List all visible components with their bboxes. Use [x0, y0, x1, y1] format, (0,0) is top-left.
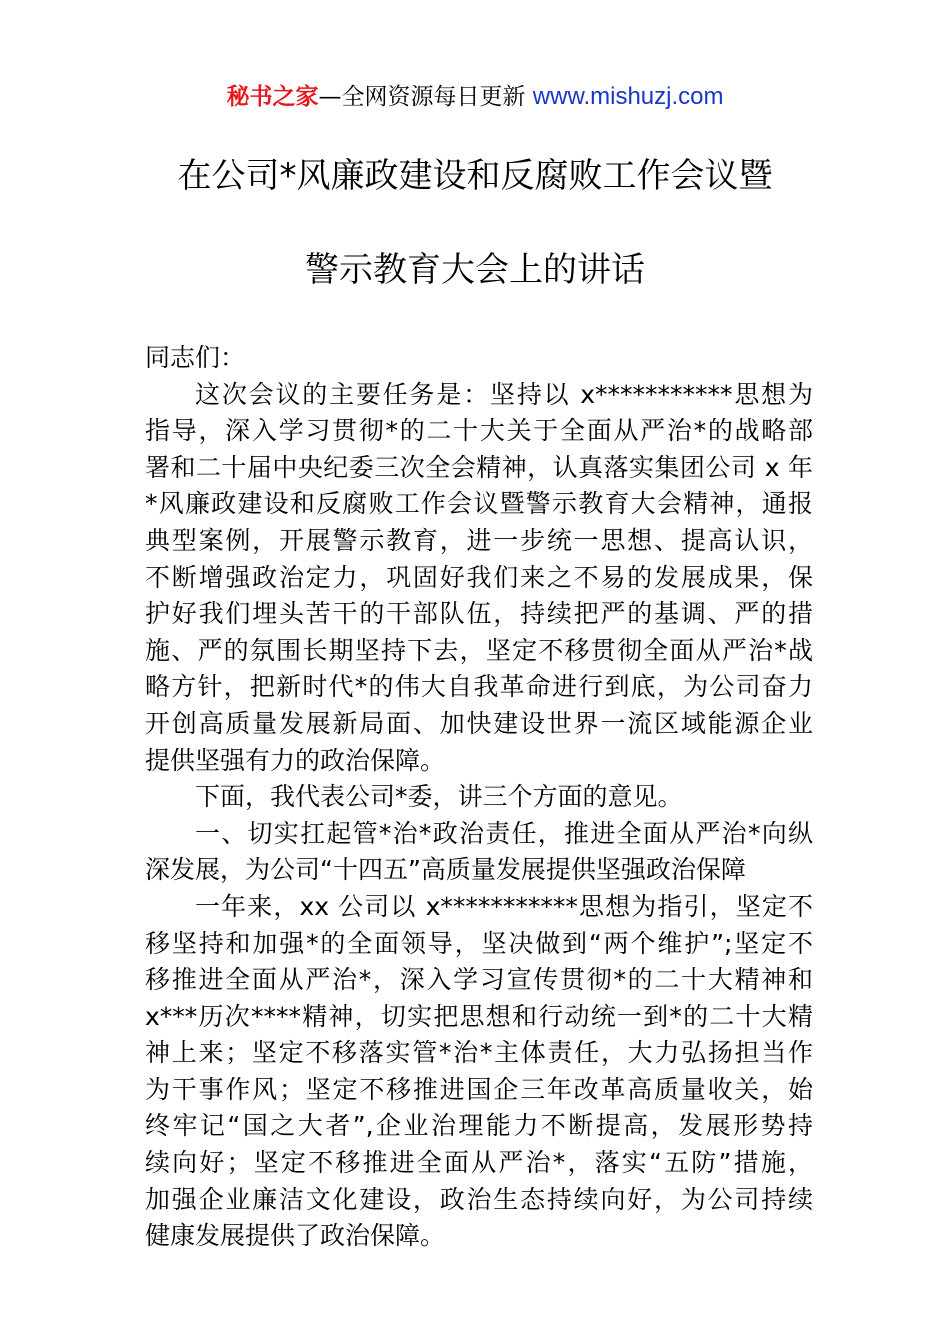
body-line: 神上来；坚定不移落实管*治*主体责任，大力弘扬担当作 — [145, 1038, 813, 1068]
body-line: 移推进全面从严治*，深入学习宣传贯彻*的二十大精神和 — [145, 965, 813, 995]
body-line: 署和二十届中央纪委三次全会精神，认真落实集团公司 x 年 — [145, 452, 813, 482]
section-heading-line: 深发展，为公司“十四五”高质量发展提供坚强政治保障 — [145, 855, 746, 885]
section-heading-line: 一、切实扛起管*治*政治责任，推进全面从严治*向纵 — [195, 818, 813, 848]
body-line: 加强企业廉洁文化建设，政治生态持续向好，为公司持续 — [145, 1184, 813, 1214]
body-line: 开创高质量发展新局面、加快建设世界一流区域能源企业 — [145, 708, 813, 738]
body-line: 下面，我代表公司*委，讲三个方面的意见。 — [195, 782, 683, 812]
body-line: 这次会议的主要任务是：坚持以 x***********思想为 — [195, 379, 813, 409]
salutation: 同志们： — [145, 343, 246, 372]
body-line: 健康发展提供了政治保障。 — [145, 1221, 446, 1251]
body-line: 护好我们埋头苦干的干部队伍，持续把严的基调、严的措 — [145, 599, 813, 629]
body-line: 指导，深入学习贯彻*的二十大关于全面从严治*的战略部 — [145, 416, 813, 446]
body-line: 提供坚强有力的政治保障。 — [145, 745, 446, 775]
site-banner — [0, 82, 950, 112]
body-line: 略方针，把新时代*的伟大自我革命进行到底，为公司奋力 — [145, 672, 813, 702]
body-line: x***历次****精神，切实把思想和行动统一到*的二十大精 — [145, 1001, 813, 1031]
body-line: *风廉政建设和反腐败工作会议暨警示教育大会精神，通报 — [145, 489, 813, 519]
body-line: 续向好；坚定不移推进全面从严治*，落实“五防”措施， — [145, 1148, 813, 1178]
body-line: 移坚持和加强*的全面领导，坚决做到“两个维护”;坚定不 — [145, 928, 813, 958]
brand-name: 秘书之家 — [226, 84, 319, 110]
body-line: 不断增强政治定力，巩固好我们来之不易的发展成果，保 — [145, 562, 813, 592]
document-title-line-1: 在公司*风廉政建设和反腐败工作会议暨 — [177, 156, 773, 196]
body-line: 施、严的氛围长期坚持下去，坚定不移贯彻全面从严治*战 — [145, 635, 813, 665]
document-title-line-2: 警示教育大会上的讲话 — [305, 250, 645, 290]
body-line: 为干事作风；坚定不移推进国企三年改革高质量收关，始 — [145, 1074, 813, 1104]
body-line: 终牢记“国之大者”,企业治理能力不断提高，发展形势持 — [145, 1111, 813, 1141]
body-line: 一年来，xx 公司以 x***********思想为指引，坚定不 — [195, 891, 813, 921]
site-url-link[interactable]: www.mishuzj.com — [532, 83, 724, 110]
body-line: 典型案例，开展警示教育，进一步统一思想、提高认识， — [145, 525, 813, 555]
document-body — [145, 340, 813, 1255]
banner-tagline: —全网资源每日更新 — [318, 84, 533, 110]
